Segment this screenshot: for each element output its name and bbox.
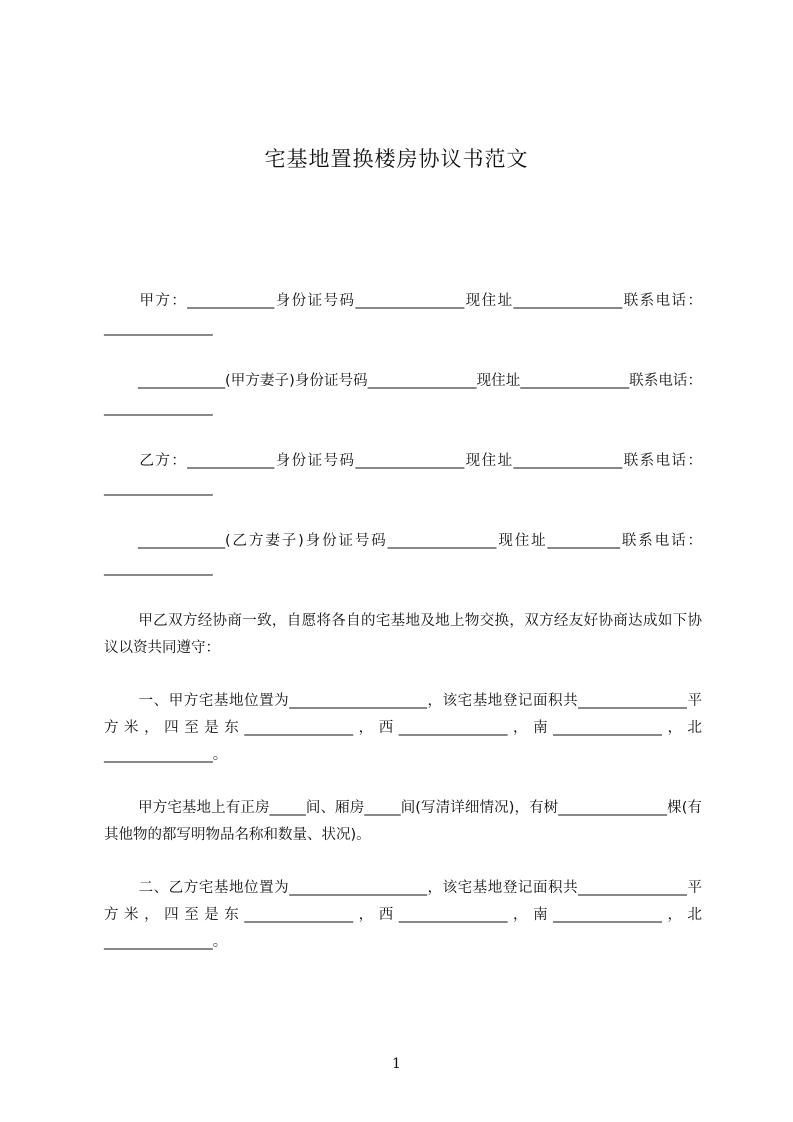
paragraph-text: ____________(甲方妻子)身份证号码_______________现住址_______________联系电话：_______________ — [104, 373, 702, 416]
paragraph-text: ____________(乙方妻子)身份证号码_______________现住址__________联系电话：_______________ — [104, 533, 702, 576]
page-number: 1 — [392, 1056, 401, 1072]
paragraph-text: 乙方：____________身份证号码_______________现住址_______________联系电话：_______________ — [104, 453, 702, 496]
party-b-spouse-info — [104, 528, 702, 582]
party-a-info — [104, 288, 702, 342]
paragraph-text: 一、甲方宅基地位置为___________________，该宅基地登记面积共_______________平方米，四至是东_______________，西_______________，南_______________，北_______________。 — [104, 693, 702, 763]
clause-two — [104, 875, 702, 956]
paragraph-text: 二、乙方宅基地位置为___________________，该宅基地登记面积共_______________平方米，四至是东_______________，西_______________，南_______________，北_______________。 — [104, 880, 702, 950]
document-title: 宅基地置换楼房协议书范文 — [264, 147, 529, 171]
agreement-intro — [104, 608, 702, 662]
paragraph-text: 甲乙双方经协商一致，自愿将各自的宅基地及地上物交换，双方经友好协商达成如下协议以资共同遵守： — [104, 613, 702, 656]
paragraph-text: 甲方宅基地上有正房_____间、厢房_____间(写清详细情况)，有树_______________棵(有其他物的都写明物品名称和数量、状况)。 — [104, 800, 702, 843]
paragraph-text: 甲方：____________身份证号码_______________现住址_______________联系电话：_______________ — [104, 293, 702, 336]
party-a-spouse-info — [104, 368, 702, 422]
party-b-info — [104, 448, 702, 502]
party-a-buildings — [104, 795, 702, 849]
clause-one — [104, 688, 702, 769]
